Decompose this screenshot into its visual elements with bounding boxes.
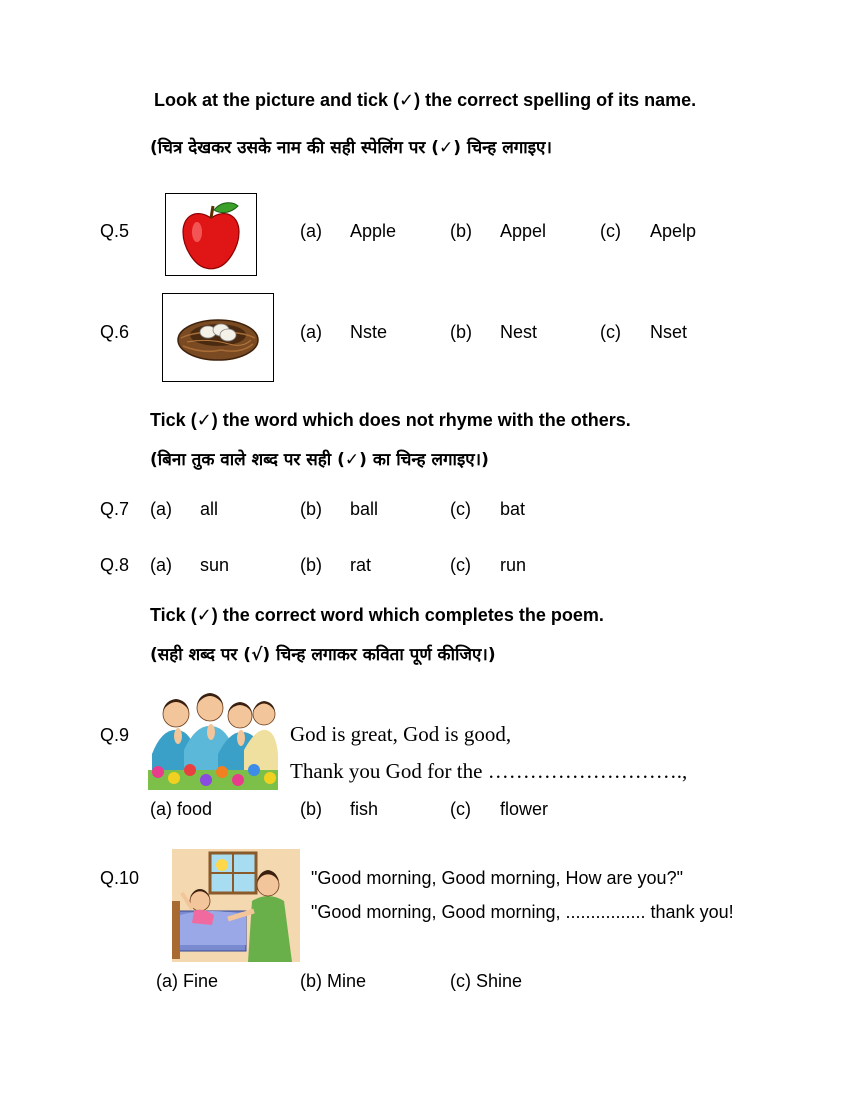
option-b[interactable]: (b) Mine (300, 971, 367, 991)
option-label: (b) (300, 799, 322, 819)
question-number: Q.5 (100, 221, 130, 241)
morning-wakeup-image (172, 849, 300, 962)
option-label: (c) (600, 221, 621, 241)
option-label: (a) (150, 499, 172, 519)
question-number: Q.8 (100, 555, 130, 575)
option-label: (b) (300, 555, 322, 575)
instruction-poem-hindi: (सही शब्द पर (√) चिन्ह लगाकर कविता पूर्ण कीजिए।) (150, 645, 496, 665)
option-a[interactable]: all (200, 499, 219, 519)
apple-image (165, 193, 257, 276)
instruction-poem: Tick (✓) the correct word which completes the poem. (150, 605, 604, 625)
option-a[interactable]: sun (200, 555, 230, 575)
option-b[interactable]: Nest (500, 322, 538, 342)
poem-line-1: "Good morning, Good morning, How are you?" (311, 868, 683, 888)
option-c[interactable]: bat (500, 499, 526, 519)
option-c[interactable]: (c) Shine (450, 971, 523, 991)
nest-image (162, 293, 274, 382)
option-label: (b) (450, 221, 472, 241)
poem-line-2: Thank you God for the ………………………., (290, 759, 688, 783)
question-number: Q.10 (100, 868, 140, 888)
option-b[interactable]: rat (350, 555, 372, 575)
option-label: (c) (600, 322, 621, 342)
option-label: (a) (300, 221, 322, 241)
question-number: Q.9 (100, 725, 130, 745)
option-label: (b) (450, 322, 472, 342)
option-label: (c) (450, 799, 471, 819)
option-c[interactable]: Nset (650, 322, 688, 342)
option-b[interactable]: fish (350, 799, 379, 819)
option-label: (c) (450, 555, 471, 575)
option-b[interactable]: Appel (500, 221, 547, 241)
option-a[interactable]: (a) Fine (156, 971, 219, 991)
option-a[interactable]: Apple (350, 221, 397, 241)
option-label: (b) (300, 499, 322, 519)
option-c[interactable]: Apelp (650, 221, 697, 241)
option-label: (a) (150, 555, 172, 575)
poem-line-1: God is great, God is good, (290, 722, 512, 746)
instruction-rhyme-hindi: (बिना तुक वाले शब्द पर सही (✓) का चिन्ह लगाइए।) (150, 450, 489, 470)
instruction-spelling: Look at the picture and tick (✓) the correct spelling of its name. (154, 90, 697, 110)
option-c[interactable]: run (500, 555, 527, 575)
option-b[interactable]: ball (350, 499, 379, 519)
question-number: Q.7 (100, 499, 130, 519)
option-label: (a) (300, 322, 322, 342)
question-number: Q.6 (100, 322, 130, 342)
option-a[interactable]: Nste (350, 322, 388, 342)
children-praying-image (148, 684, 278, 790)
instruction-rhyme: Tick (✓) the word which does not rhyme with the others. (150, 410, 631, 430)
option-a[interactable]: (a) food (150, 799, 213, 819)
poem-line-2: "Good morning, Good morning, ................ thank you! (311, 902, 734, 922)
option-label: (c) (450, 499, 471, 519)
option-c[interactable]: flower (500, 799, 549, 819)
instruction-spelling-hindi: (चित्र देखकर उसके नाम की सही स्पेलिंग पर (✓) चिन्ह लगाइए। (150, 138, 552, 158)
